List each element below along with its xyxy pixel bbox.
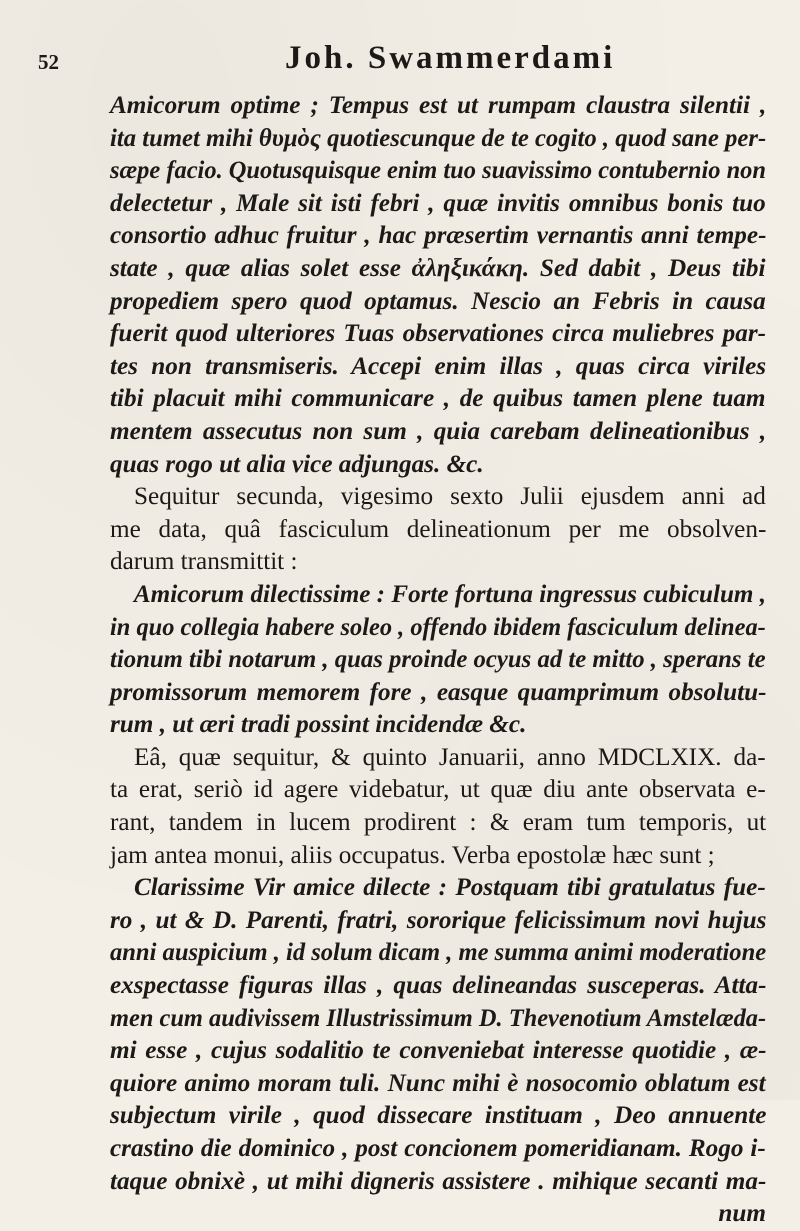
text-line: fuerit quod ulteriores Tuas observationes circa muliebres par- [110,320,767,348]
text-line: Clarissime Vir amice dilecte : Postquam tibi gratulatus fue- [134,874,766,902]
text-line: in quo collegia habere soleo , offendo ibidem fasciculum delinea- [110,613,766,641]
text-line: ta erat, seriò id agere videbatur, ut quæ diu ante observata e- [110,776,766,804]
text-line: rum , ut æri tradi possint incidendæ &c. [110,711,527,739]
text-line: propediem spero quod optamus. Nescio an Febris in causa [110,287,766,315]
text-line: Sequitur secunda, vigesimo sexto Julii ejusdem anni ad [134,483,766,511]
text-line: quiore animo moram tuli. Nunc mihi è nosocomio oblatum est [110,1069,766,1097]
running-head: Joh. Swammerdami [285,40,616,76]
body-text [110,90,766,1231]
page-header [38,40,766,90]
text-line: Amicorum dilectissime : Forte fortuna ingressus cubiculum , [133,580,766,608]
text-line: exspectasse figuras illas , quas delineandas susceperas. Atta- [110,972,767,1000]
text-line: mi esse , cujus sodalitio te conveniebat interesse quotidie , æ- [110,1037,767,1065]
text-line: ita tumet mihi θυμὸς quotiescunque de te cogito , quod sane per- [110,124,767,152]
text-line: state , quæ alias solet esse ἀληξικάκη. Sed dabit , Deus tibi [110,254,766,282]
text-line: anni auspicium , id solum dicam , me summa animi moderatione [110,939,767,967]
text-line: crastino die dominico , post concionem pomeridianam. Rogo i- [110,1135,766,1162]
text-line: Eâ, quæ sequitur, & quinto Januarii, anno MDCLXIX. da- [134,743,766,771]
text-line: tes non transmiseris. Accepi enim illas , quas circa viriles [110,352,767,380]
text-line: quas rogo ut alia vice adjungas. &c. [110,450,484,478]
text-line: mentem assecutus non sum , quia carebam delineationibus , [110,417,767,445]
text-line: sæpe facio. Quotusquisque enim tuo suavissimo contubernio non [110,157,766,185]
text-line: consortio adhuc fruitur , hac præsertim vernantis anni tempe- [110,222,767,250]
text-line: promissorum memorem fore , easque quamprimum obsolutu- [110,678,767,706]
text-line: ro , ut & D. Parenti, fratri, sororique felicissimum novi hujus [110,906,767,934]
text-line: Amicorum optime ; Tempus est ut rumpam claustra silentii , [110,92,767,119]
text-line: men cum audivissem Illustrissimum D. Thevenotium Amstelæda- [110,1004,767,1032]
page-number: 52 [38,50,59,74]
text-line: me data, quâ fasciculum delineationum per me obsolven- [110,515,767,543]
text-line: delectetur , Male sit isti febri , quæ invitis omnibus bonis tuo [110,189,766,217]
text-line: rant, tandem in lucem prodirent : & eram tum temporis, ut [110,809,767,837]
text-line: tibi placuit mihi communicare , de quibus tamen plene tuam [110,385,766,413]
text-line: subjectum virile , quod dissecare instituam , Deo annuente [110,1102,767,1130]
text-line: tionum tibi notarum , quas proinde ocyus ad te mitto , sperans te [110,646,766,674]
text-line: jam antea monui, aliis occupatus. Verba epostolæ hæc sunt ; [110,841,715,869]
text-line: num [718,1200,766,1228]
text-line: darum transmittit : [110,548,298,576]
text-line: taque obnixè , ut mihi digneris assistere . mihique secanti ma- [110,1167,767,1195]
